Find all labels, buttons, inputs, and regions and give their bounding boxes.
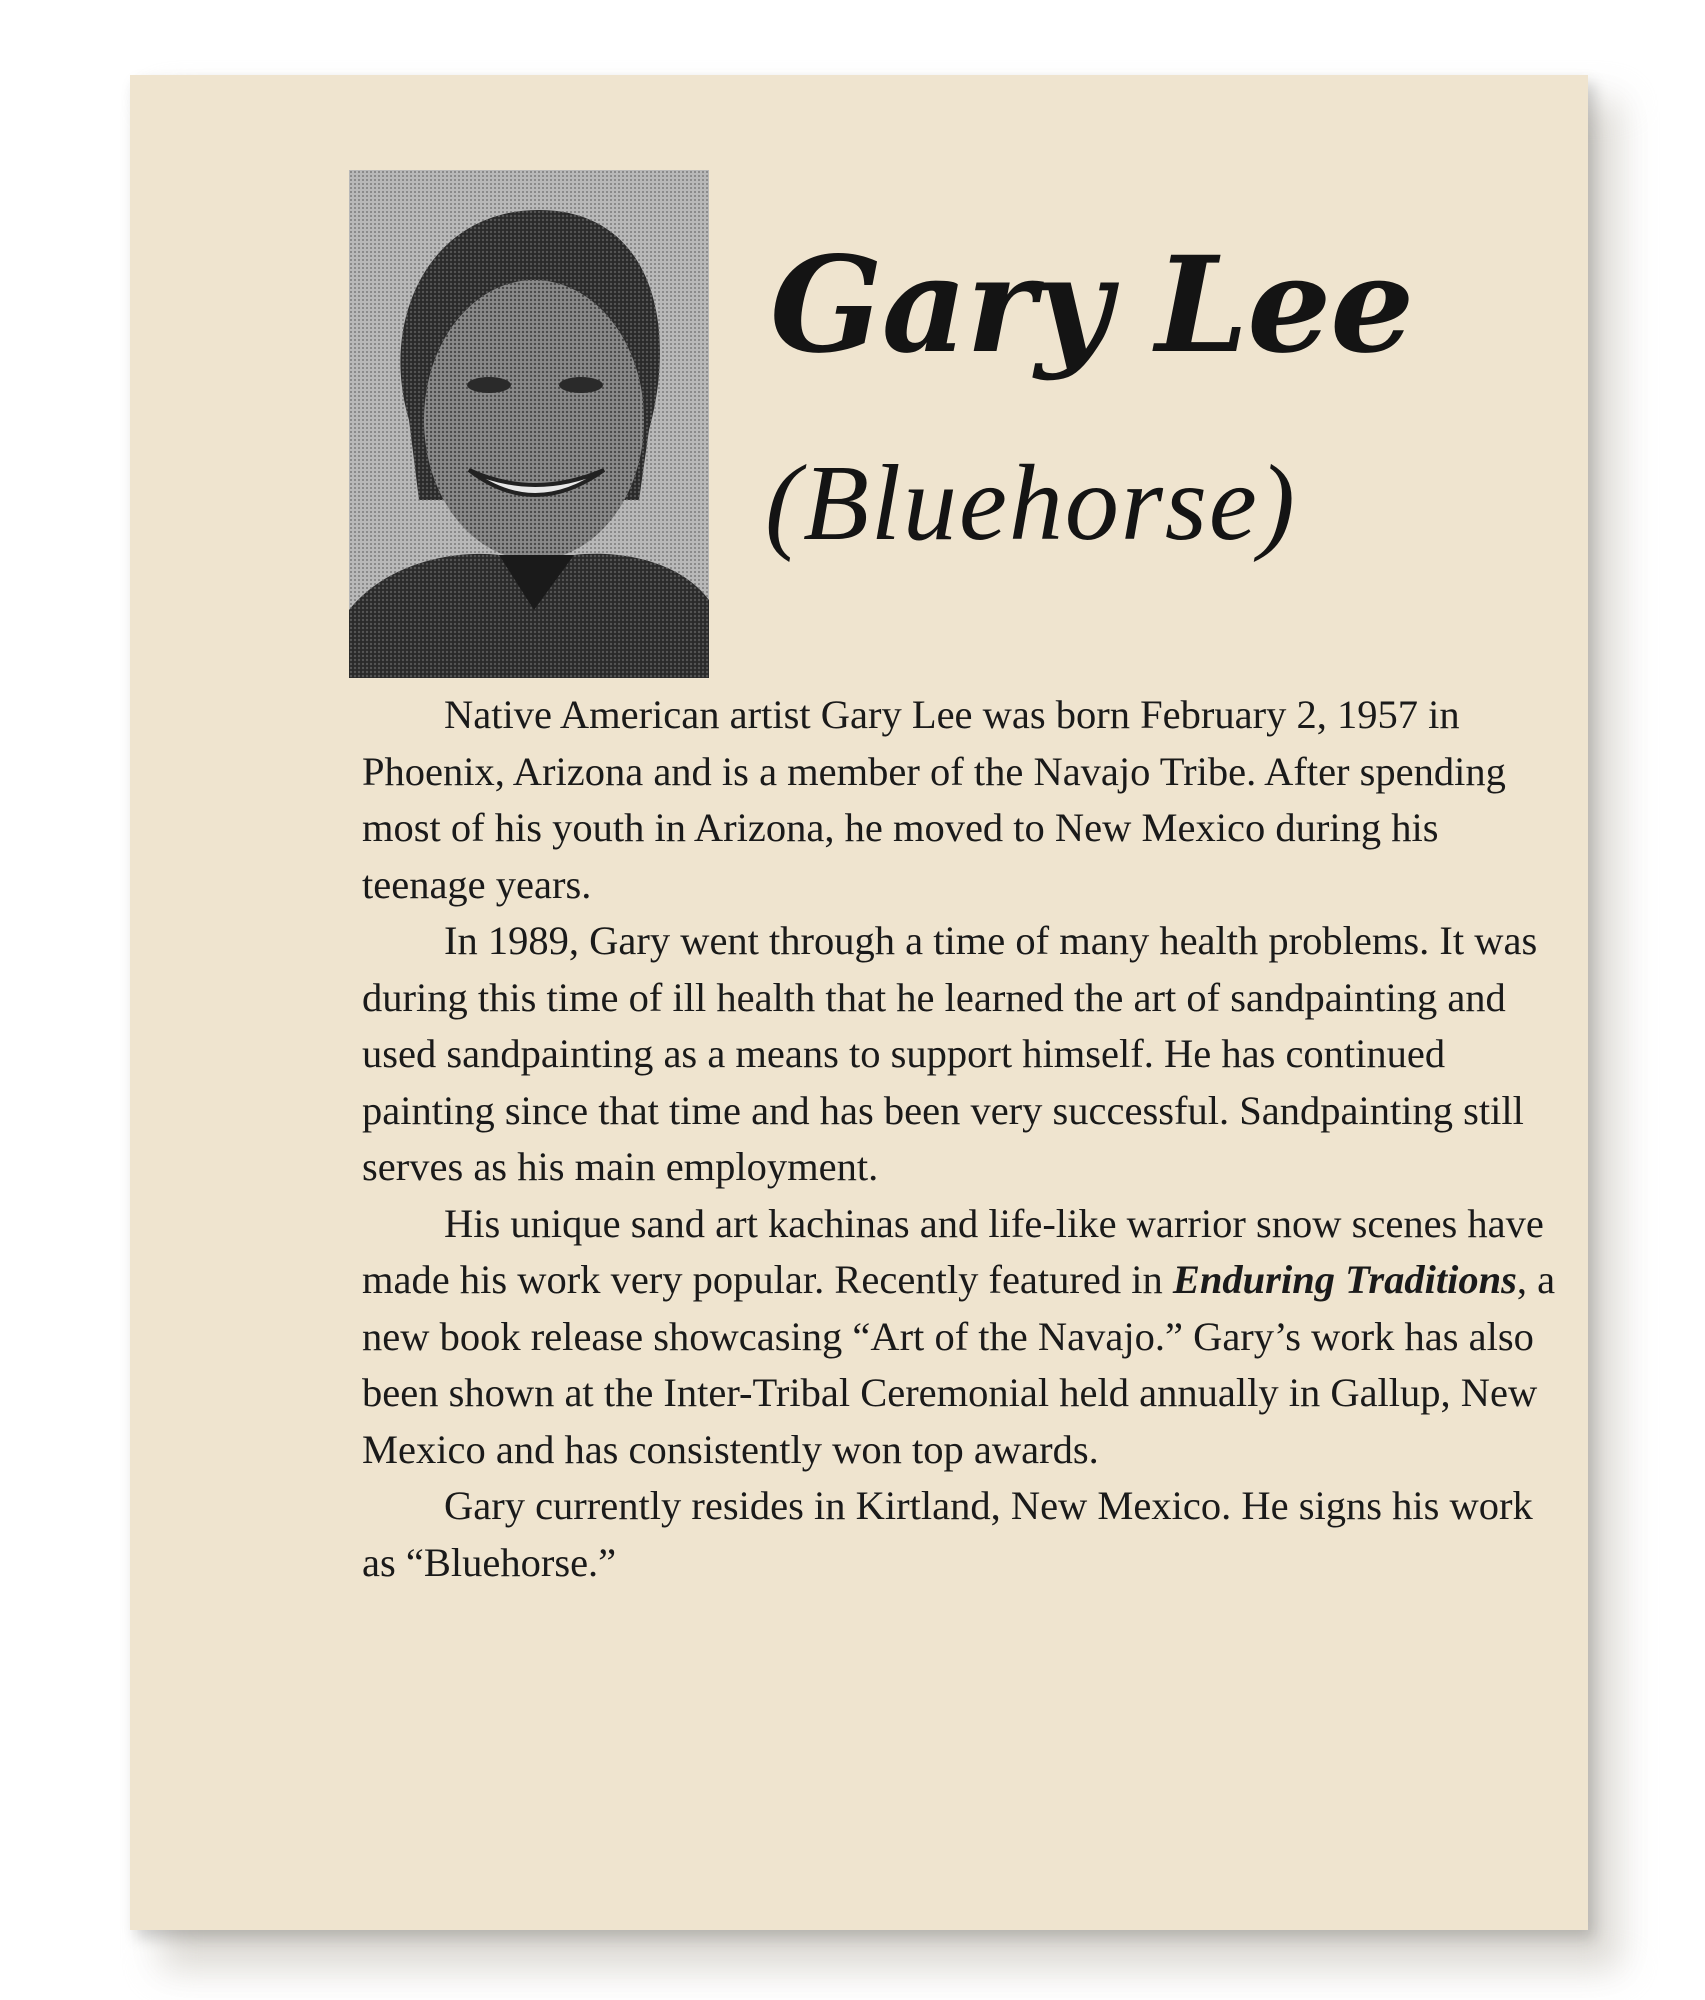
portrait-photo-image [349,170,709,678]
page-title: Gary Lee [770,228,1414,383]
book-title: Enduring Traditions [1172,1257,1517,1302]
portrait-photo [349,170,709,678]
paragraph-work-intro: His unique sand art kachinas and life-like warrior snow scenes have made his work very popular. Recently featured in [362,1200,1544,1302]
paragraph-health: In 1989, Gary went through a time of many health problems. It was during this time of ill health that he learned the art of sandpainting and used sandpainting as a means to support himself. He has continued painting since that time and has been very successful. Sandpainting still serves as his main employment. [362,918,1538,1189]
paragraph-birth: Native American artist Gary Lee was born February 2, 1957 in Phoenix, Arizona and is a member of the Navajo Tribe. After spending most of his youth in Arizona, he moved to New Mexico during his teenage years. [362,692,1506,907]
document-sheet [130,75,1588,1930]
paragraph-work-rest: , a new book release showcasing “Art of the Navajo.” Gary’s work has also been shown at the Inter-Tribal Ceremonial held annually in Gallup, New Mexico and has consistently won top awards. [362,1257,1556,1472]
paragraph-work [362,1196,1572,1479]
biography-text [362,687,1572,1591]
paragraph-residence: Gary currently resides in Kirtland, New Mexico. He signs his work as “Bluehorse.” [362,1483,1533,1585]
page-subtitle: (Bluehorse) [765,444,1297,563]
